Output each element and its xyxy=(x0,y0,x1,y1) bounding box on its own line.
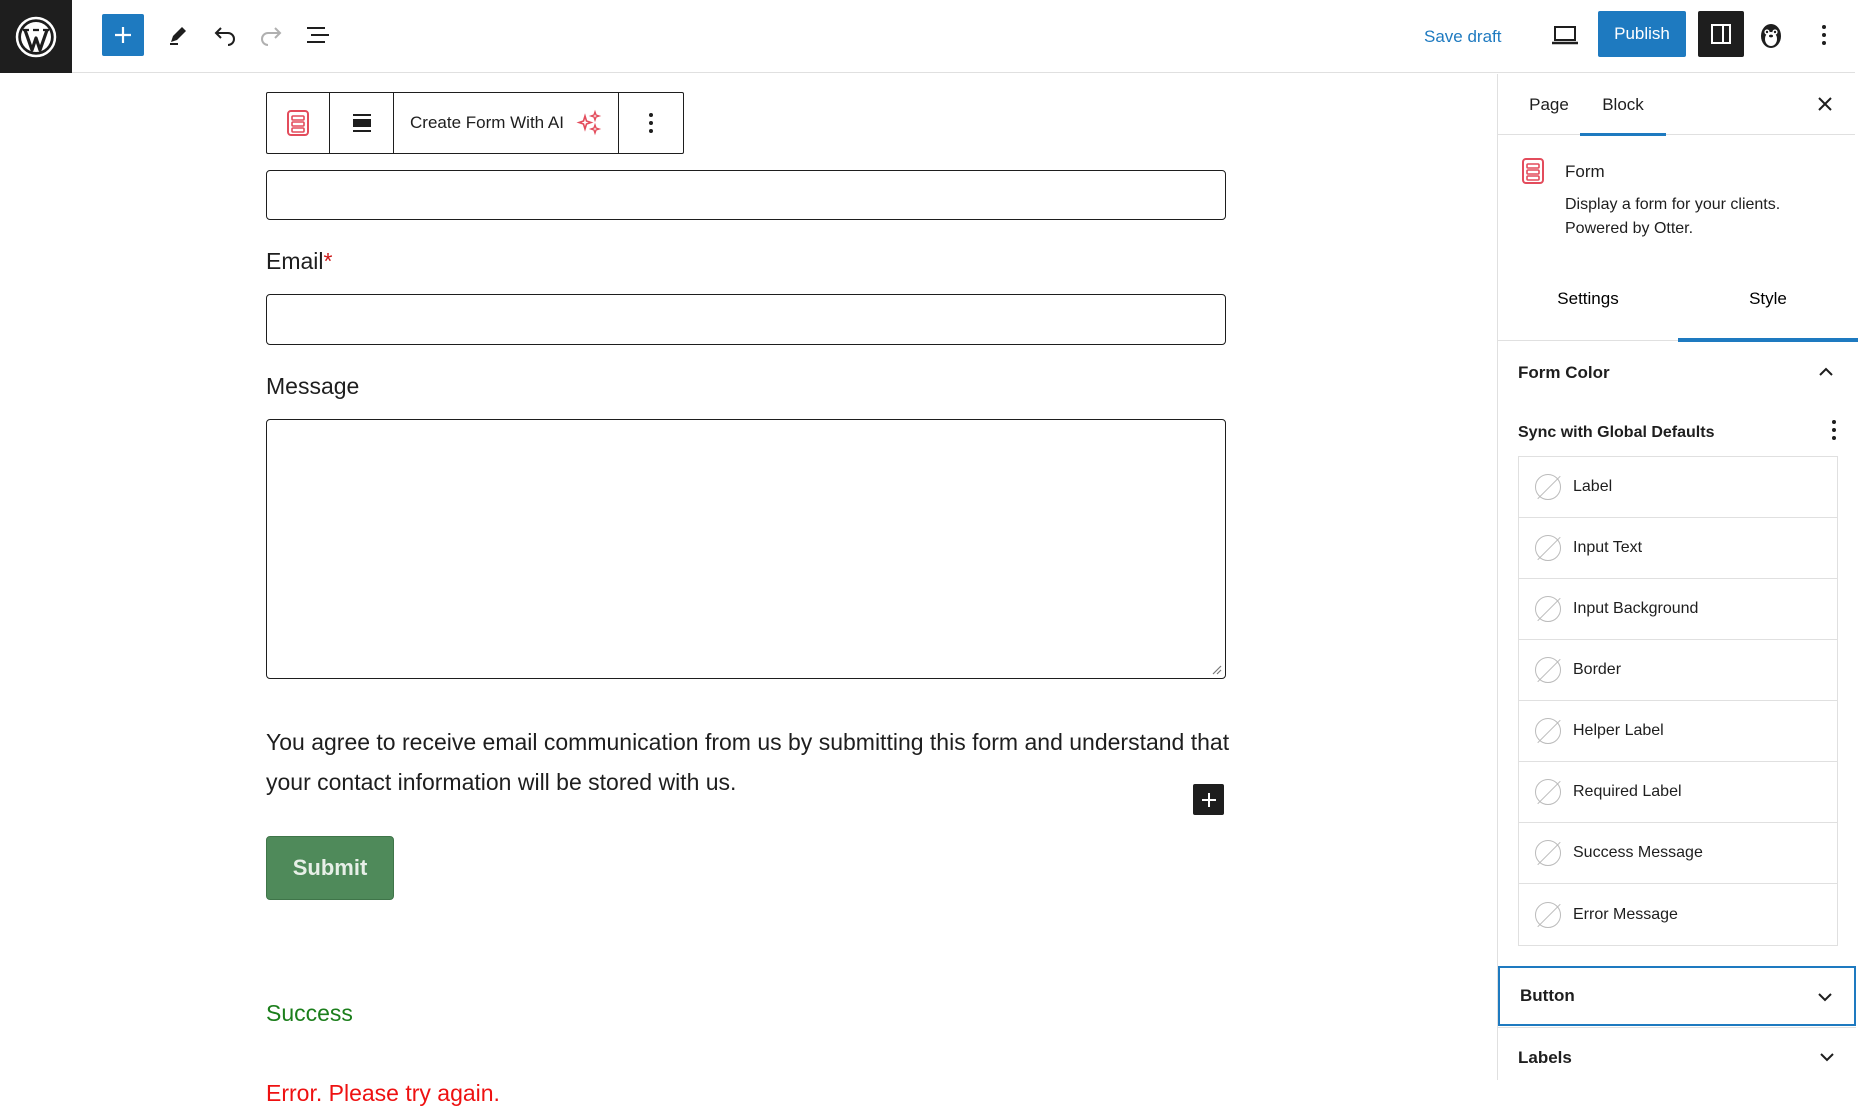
tab-page[interactable]: Page xyxy=(1518,74,1580,135)
color-item-label-text: Label xyxy=(1573,478,1613,495)
email-label xyxy=(266,248,332,275)
redo-icon xyxy=(258,23,284,47)
empty-color-swatch-icon xyxy=(1535,474,1561,500)
sync-options-button[interactable] xyxy=(1831,419,1837,444)
color-item-required-label[interactable] xyxy=(1519,762,1837,823)
empty-color-swatch-icon xyxy=(1535,779,1561,805)
color-item-label-text: Required Label xyxy=(1573,783,1682,800)
sidebar-tabs xyxy=(1498,74,1855,135)
consent-text: You agree to receive email communication from us by submitting this form and understand that your contact information will be stored with us. xyxy=(266,729,1230,795)
empty-color-swatch-icon xyxy=(1535,718,1561,744)
plus-icon xyxy=(1201,792,1217,808)
block-card xyxy=(1498,135,1855,251)
wordpress-logo[interactable] xyxy=(0,0,72,73)
empty-color-swatch-icon xyxy=(1535,535,1561,561)
color-item-input-background[interactable] xyxy=(1519,579,1837,640)
chevron-up-icon xyxy=(1817,363,1835,381)
email-label-text: Email xyxy=(266,248,324,274)
otter-icon xyxy=(1757,20,1785,50)
chevron-down-icon xyxy=(1816,988,1834,1006)
color-item-label-text: Border xyxy=(1573,661,1622,678)
form-color-panel-title: Form Color xyxy=(1518,363,1610,382)
message-label: Message xyxy=(266,373,360,399)
success-message: Success xyxy=(266,1000,353,1026)
sync-global-defaults-label: Sync with Global Defaults xyxy=(1518,424,1715,441)
form-color-panel-toggle[interactable] xyxy=(1498,341,1855,405)
plus-icon xyxy=(113,25,133,45)
color-item-label-text: Helper Label xyxy=(1573,722,1664,739)
pencil-icon xyxy=(166,23,190,47)
empty-color-swatch-icon xyxy=(1535,596,1561,622)
sparkles-icon xyxy=(576,110,602,136)
form-block-icon xyxy=(286,109,310,137)
name-input[interactable] xyxy=(266,170,1226,220)
email-input[interactable] xyxy=(266,294,1226,345)
error-message: Error. Please try again. xyxy=(266,1080,500,1106)
editor-header xyxy=(0,0,1855,73)
labels-panel-title: Labels xyxy=(1518,1047,1572,1067)
tools-button[interactable] xyxy=(157,14,199,56)
color-item-label[interactable] xyxy=(1519,457,1837,518)
block-sub-tabs xyxy=(1498,251,1855,341)
form-block-icon xyxy=(1521,157,1545,185)
more-vertical-icon xyxy=(1831,419,1837,441)
empty-color-swatch-icon xyxy=(1535,840,1561,866)
undo-button[interactable] xyxy=(204,14,246,56)
desktop-preview-icon xyxy=(1551,24,1579,46)
document-overview-button[interactable] xyxy=(297,14,339,56)
more-vertical-icon xyxy=(1821,24,1827,46)
align-button[interactable] xyxy=(330,93,394,153)
color-item-label-text: Success Message xyxy=(1573,844,1703,861)
empty-color-swatch-icon xyxy=(1535,657,1561,683)
close-sidebar-button[interactable] xyxy=(1809,88,1841,120)
create-form-with-ai-label: Create Form With AI xyxy=(410,113,564,132)
undo-icon xyxy=(212,23,238,47)
settings-sidebar xyxy=(1497,74,1855,1080)
preview-button[interactable] xyxy=(1544,14,1586,56)
block-inserter-button[interactable] xyxy=(102,14,144,56)
color-item-error-message[interactable] xyxy=(1519,884,1837,945)
resize-handle-icon[interactable] xyxy=(1210,663,1222,675)
list-view-icon xyxy=(305,24,331,46)
add-block-button[interactable] xyxy=(1193,784,1224,815)
tab-settings[interactable]: Settings xyxy=(1498,269,1678,329)
block-card-description: Display a form for your clients. Powered by Otter. xyxy=(1565,196,1781,237)
wordpress-icon xyxy=(15,16,57,58)
color-item-label-text: Input Background xyxy=(1573,600,1699,617)
create-form-with-ai-button[interactable] xyxy=(394,93,619,153)
block-type-switcher[interactable] xyxy=(267,93,330,153)
align-icon xyxy=(351,112,373,134)
submit-button[interactable]: Submit xyxy=(266,836,394,900)
form-color-list xyxy=(1518,456,1838,946)
block-options-button[interactable] xyxy=(619,93,683,153)
block-card-title: Form xyxy=(1565,162,1605,181)
tab-style[interactable]: Style xyxy=(1678,269,1858,329)
color-item-success-message[interactable] xyxy=(1519,823,1837,884)
button-panel-title: Button xyxy=(1520,986,1575,1005)
tab-block[interactable]: Block xyxy=(1580,74,1666,135)
settings-sidebar-toggle[interactable] xyxy=(1698,11,1744,57)
required-asterisk: * xyxy=(323,248,333,274)
button-panel-toggle[interactable] xyxy=(1498,966,1856,1026)
publish-button[interactable]: Publish xyxy=(1598,11,1686,57)
labels-panel-toggle[interactable] xyxy=(1498,1027,1856,1087)
message-textarea[interactable] xyxy=(266,419,1226,679)
options-menu-button[interactable] xyxy=(1803,14,1845,56)
redo-button[interactable] xyxy=(250,14,292,56)
more-vertical-icon xyxy=(648,112,654,134)
sync-global-defaults xyxy=(1498,405,1855,461)
editor-canvas xyxy=(0,74,1497,1106)
block-toolbar xyxy=(266,92,684,154)
close-icon xyxy=(1817,96,1833,112)
color-item-label-text: Input Text xyxy=(1573,539,1643,556)
chevron-down-icon xyxy=(1818,1048,1836,1066)
empty-color-swatch-icon xyxy=(1535,902,1561,928)
sidebar-toggle-icon xyxy=(1709,22,1733,46)
otter-plugin-button[interactable] xyxy=(1750,14,1792,56)
color-item-input-text[interactable] xyxy=(1519,518,1837,579)
save-draft-button[interactable]: Save draft xyxy=(1424,22,1502,52)
color-item-label-text: Error Message xyxy=(1573,905,1678,923)
color-item-helper-label[interactable] xyxy=(1519,701,1837,762)
color-item-border[interactable] xyxy=(1519,640,1837,701)
